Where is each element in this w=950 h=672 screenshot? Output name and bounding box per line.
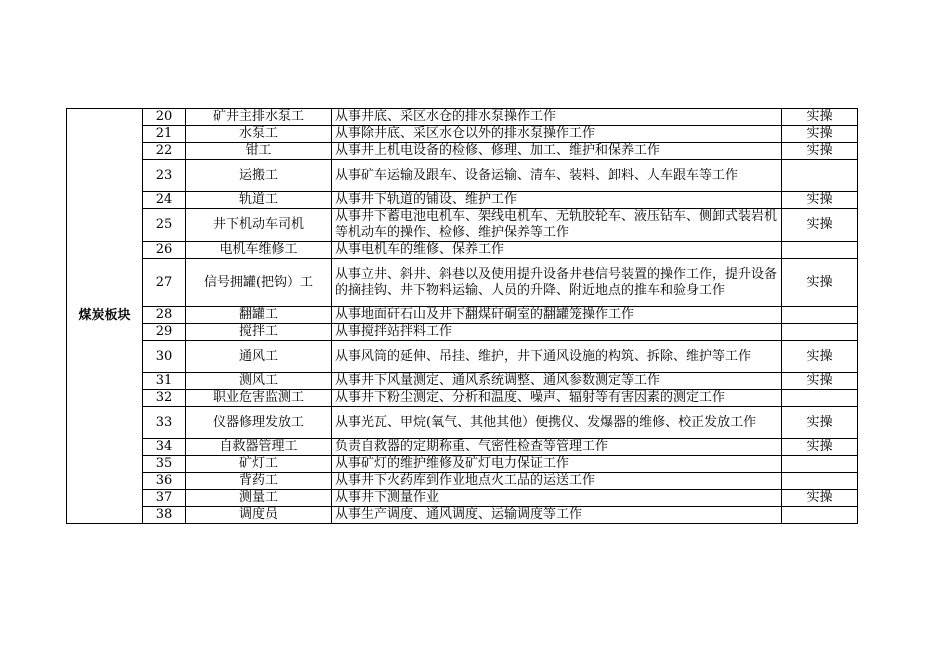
job-name: 翻罐工 [186,307,332,324]
job-description: 从事电机车的维修、保养工作 [332,242,782,259]
table-row [67,407,858,439]
job-name: 钳工 [186,143,332,160]
assessment-type [782,324,858,341]
table-row [67,473,858,490]
table-row [67,259,858,307]
job-name: 仪器修理发放工 [186,407,332,439]
job-number: 31 [143,373,186,390]
job-number: 35 [143,456,186,473]
job-description: 从事生产调度、通风调度、运输调度等工作 [332,507,782,524]
assessment-type [782,456,858,473]
assessment-type: 实操 [782,209,858,242]
job-description: 从事除井底、采区水仓以外的排水泵操作工作 [332,126,782,143]
job-name: 轨道工 [186,192,332,209]
table-row [67,143,858,160]
job-name: 井下机动车司机 [186,209,332,242]
table-row [67,160,858,192]
job-description: 从事井下测量作业 [332,490,782,507]
table-row [67,324,858,341]
job-number: 25 [143,209,186,242]
job-name: 电机车维修工 [186,242,332,259]
table-row [67,307,858,324]
table-row [67,507,858,524]
sector-label: 煤炭板块 [67,109,143,524]
assessment-type: 实操 [782,373,858,390]
table-row [67,109,858,126]
assessment-type: 实操 [782,490,858,507]
job-number: 38 [143,507,186,524]
job-name: 自救器管理工 [186,439,332,456]
job-description: 从事井下火药库到作业地点火工品的运送工作 [332,473,782,490]
job-number: 36 [143,473,186,490]
job-number: 33 [143,407,186,439]
job-name: 水泵工 [186,126,332,143]
job-number: 20 [143,109,186,126]
assessment-type: 实操 [782,439,858,456]
job-number: 24 [143,192,186,209]
job-name: 搅拌工 [186,324,332,341]
job-number: 28 [143,307,186,324]
job-name: 运搬工 [186,160,332,192]
job-name: 职业危害监测工 [186,390,332,407]
job-name: 测风工 [186,373,332,390]
job-description: 从事矿车运输及跟车、设备运输、清车、装料、卸料、人车跟车等工作 [332,160,782,192]
job-description: 从事井上机电设备的检修、修理、加工、维护和保养工作 [332,143,782,160]
assessment-type: 实操 [782,126,858,143]
job-description: 从事井下风量测定、通风系统调整、通风参数测定等工作 [332,373,782,390]
table-row [67,242,858,259]
job-name: 信号拥罐(把钩）工 [186,259,332,307]
assessment-type [782,473,858,490]
job-description: 从事搅拌站拌料工作 [332,324,782,341]
table-row [67,456,858,473]
job-name: 测量工 [186,490,332,507]
assessment-type [782,160,858,192]
job-description: 从事井下粉尘测定、分析和温度、噪声、辐射等有害因素的测定工作 [332,390,782,407]
assessment-type: 实操 [782,109,858,126]
job-table [66,108,858,524]
assessment-type: 实操 [782,407,858,439]
table-row [67,390,858,407]
table-row [67,192,858,209]
job-name: 矿灯工 [186,456,332,473]
job-description: 从事矿灯的维护维修及矿灯电力保证工作 [332,456,782,473]
assessment-type [782,507,858,524]
job-number: 22 [143,143,186,160]
job-number: 26 [143,242,186,259]
job-number: 32 [143,390,186,407]
table-row [67,439,858,456]
assessment-type: 实操 [782,259,858,307]
assessment-type: 实操 [782,192,858,209]
job-number: 27 [143,259,186,307]
assessment-type [782,307,858,324]
job-description: 负责自救器的定期称重、气密性检查等管理工作 [332,439,782,456]
job-description: 从事井下蓄电池电机车、架线电机车、无轨胶轮车、液压钻车、侧卸式装岩机等机动车的操作、检修、维护保养等工作 [332,209,782,242]
job-description: 从事地面矸石山及井下翻煤矸硐室的翻罐笼操作工作 [332,307,782,324]
assessment-type [782,390,858,407]
job-name: 通风工 [186,341,332,373]
job-number: 23 [143,160,186,192]
table-row [67,341,858,373]
job-number: 30 [143,341,186,373]
job-number: 37 [143,490,186,507]
job-description: 从事井下轨道的铺设、维护工作 [332,192,782,209]
table-row [67,373,858,390]
assessment-type [782,242,858,259]
job-description: 从事风筒的延伸、吊挂、维护，井下通风设施的构筑、拆除、维护等工作 [332,341,782,373]
job-number: 34 [143,439,186,456]
job-number: 21 [143,126,186,143]
job-description: 从事光瓦、甲烷(氧气、其他其他）便携仪、发爆器的维修、校正发放工作 [332,407,782,439]
job-description: 从事井底、采区水仓的排水泵操作工作 [332,109,782,126]
assessment-type: 实操 [782,341,858,373]
job-name: 矿井主排水泵工 [186,109,332,126]
assessment-type: 实操 [782,143,858,160]
table-row [67,209,858,242]
job-description: 从事立井、斜井、斜巷以及使用提升设备井巷信号装置的操作工作，提升设备的摘挂钩、井下物料运输、人员的升降、附近地点的推车和验身工作 [332,259,782,307]
job-name: 调度员 [186,507,332,524]
table-row [67,490,858,507]
job-number: 29 [143,324,186,341]
table-row [67,126,858,143]
job-name: 背药工 [186,473,332,490]
